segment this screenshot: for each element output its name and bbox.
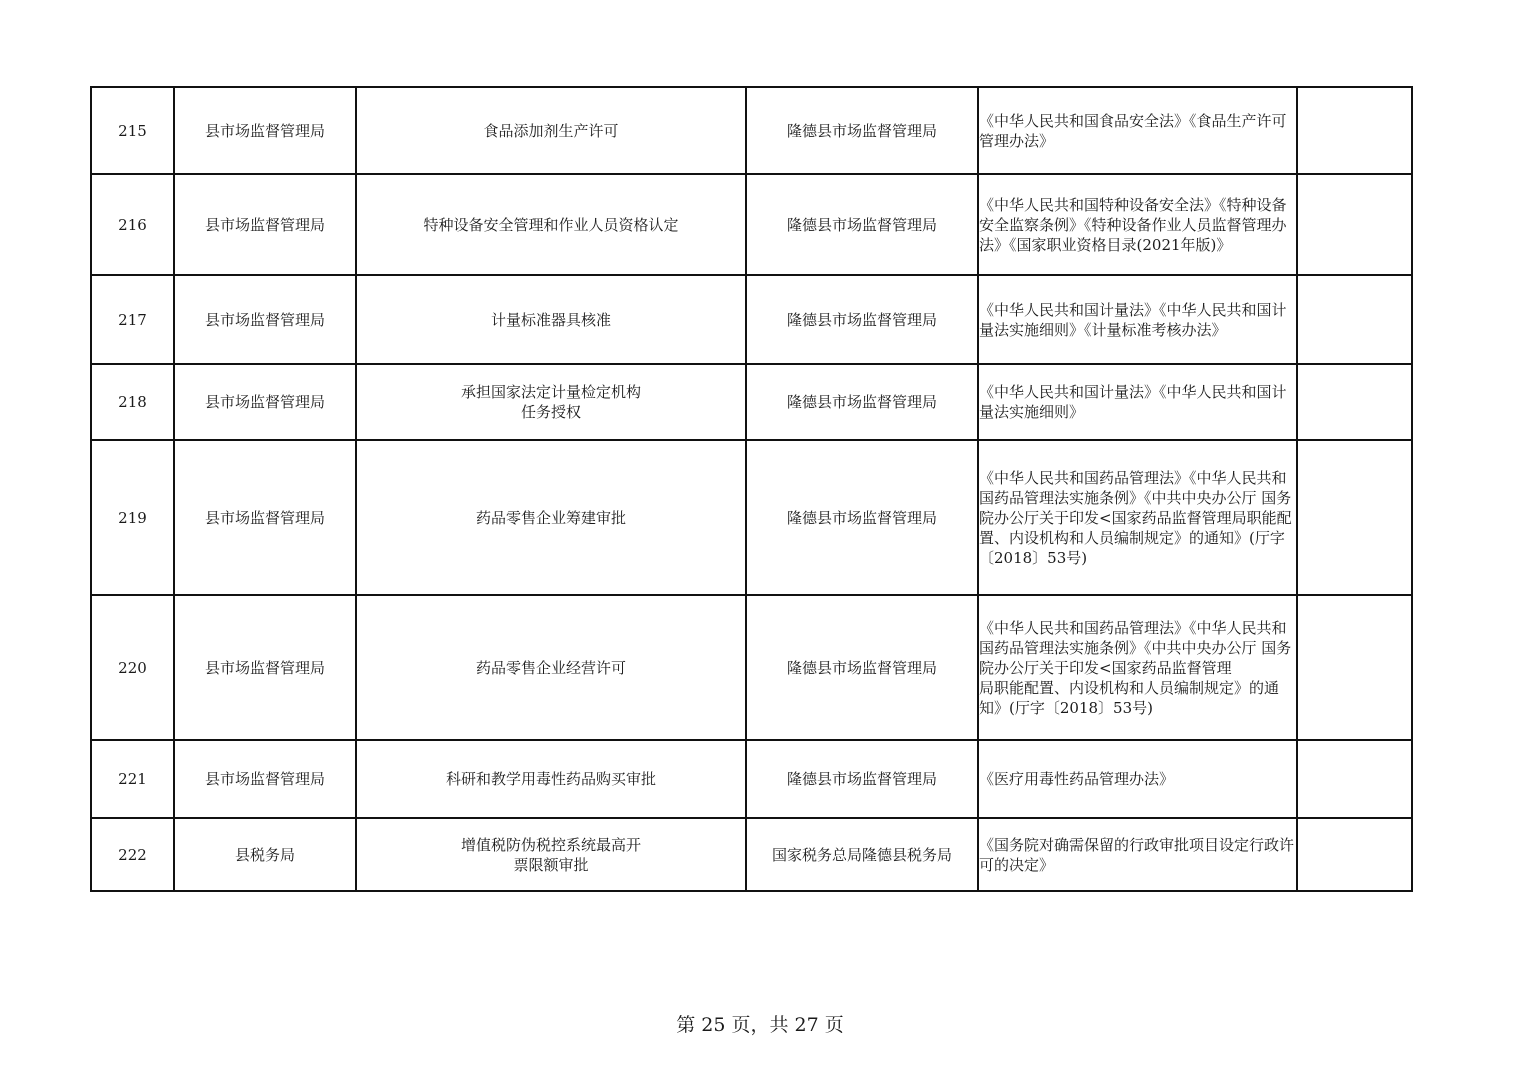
legal-basis-cell: 《国务院对确需保留的行政审批项目设定行政许可的决定》 xyxy=(978,818,1297,891)
remarks-cell xyxy=(1297,440,1412,595)
department-cell: 县市场监督管理局 xyxy=(174,87,356,174)
legal-basis-cell: 《中华人民共和国计量法》《中华人民共和国计量法实施细则》 xyxy=(978,364,1297,440)
implementing-authority-cell: 隆德县市场监督管理局 xyxy=(746,275,978,364)
implementing-authority-cell: 隆德县市场监督管理局 xyxy=(746,174,978,275)
department-cell: 县市场监督管理局 xyxy=(174,595,356,740)
item-name-cell: 科研和教学用毒性药品购买审批 xyxy=(356,740,746,818)
table-row xyxy=(91,818,1412,891)
remarks-cell xyxy=(1297,364,1412,440)
legal-basis-cell: 《中华人民共和国药品管理法》《中华人民共和国药品管理法实施条例》《中共中央办公厅 国务院办公厅关于印发<国家药品监督管理局职能配置、内设机构和人员编制规定》的通知》(厅字〔2018〕53号) xyxy=(978,440,1297,595)
remarks-cell xyxy=(1297,740,1412,818)
item-name-cell: 食品添加剂生产许可 xyxy=(356,87,746,174)
page-number-footer: 第 25 页，共 27 页 xyxy=(676,1014,844,1036)
row-number: 218 xyxy=(91,364,174,440)
table-row xyxy=(91,595,1412,740)
implementing-authority-cell: 隆德县市场监督管理局 xyxy=(746,364,978,440)
department-cell: 县市场监督管理局 xyxy=(174,740,356,818)
implementing-authority-cell: 隆德县市场监督管理局 xyxy=(746,595,978,740)
row-number: 221 xyxy=(91,740,174,818)
item-name-cell: 计量标准器具核准 xyxy=(356,275,746,364)
department-cell: 县税务局 xyxy=(174,818,356,891)
table-row xyxy=(91,364,1412,440)
legal-basis-cell: 《中华人民共和国药品管理法》《中华人民共和国药品管理法实施条例》《中共中央办公厅 国务院办公厅关于印发<国家药品监督管理 局职能配置、内设机构和人员编制规定》的通知》(厅字〔2018〕53号) xyxy=(978,595,1297,740)
item-name-cell: 承担国家法定计量检定机构 任务授权 xyxy=(356,364,746,440)
implementing-authority-cell: 隆德县市场监督管理局 xyxy=(746,440,978,595)
legal-basis-cell: 《中华人民共和国计量法》《中华人民共和国计量法实施细则》《计量标准考核办法》 xyxy=(978,275,1297,364)
item-name-cell: 药品零售企业筹建审批 xyxy=(356,440,746,595)
row-number: 215 xyxy=(91,87,174,174)
table-row xyxy=(91,174,1412,275)
implementing-authority-cell: 隆德县市场监督管理局 xyxy=(746,740,978,818)
item-name-cell: 特种设备安全管理和作业人员资格认定 xyxy=(356,174,746,275)
table-row xyxy=(91,440,1412,595)
implementing-authority-cell: 隆德县市场监督管理局 xyxy=(746,87,978,174)
implementing-authority-cell: 国家税务总局隆德县税务局 xyxy=(746,818,978,891)
permission-items-table xyxy=(90,86,1413,892)
remarks-cell xyxy=(1297,818,1412,891)
table-row xyxy=(91,87,1412,174)
item-name-cell: 药品零售企业经营许可 xyxy=(356,595,746,740)
department-cell: 县市场监督管理局 xyxy=(174,174,356,275)
row-number: 220 xyxy=(91,595,174,740)
row-number: 219 xyxy=(91,440,174,595)
row-number: 222 xyxy=(91,818,174,891)
row-number: 217 xyxy=(91,275,174,364)
item-name-cell: 增值税防伪税控系统最高开 票限额审批 xyxy=(356,818,746,891)
table-row xyxy=(91,275,1412,364)
legal-basis-cell: 《中华人民共和国食品安全法》《食品生产许可管理办法》 xyxy=(978,87,1297,174)
department-cell: 县市场监督管理局 xyxy=(174,440,356,595)
legal-basis-cell: 《医疗用毒性药品管理办法》 xyxy=(978,740,1297,818)
table-row xyxy=(91,740,1412,818)
department-cell: 县市场监督管理局 xyxy=(174,364,356,440)
remarks-cell xyxy=(1297,174,1412,275)
department-cell: 县市场监督管理局 xyxy=(174,275,356,364)
remarks-cell xyxy=(1297,595,1412,740)
remarks-cell xyxy=(1297,87,1412,174)
legal-basis-cell: 《中华人民共和国特种设备安全法》《特种设备安全监察条例》《特种设备作业人员监督管理办法》《国家职业资格目录(2021年版)》 xyxy=(978,174,1297,275)
row-number: 216 xyxy=(91,174,174,275)
remarks-cell xyxy=(1297,275,1412,364)
